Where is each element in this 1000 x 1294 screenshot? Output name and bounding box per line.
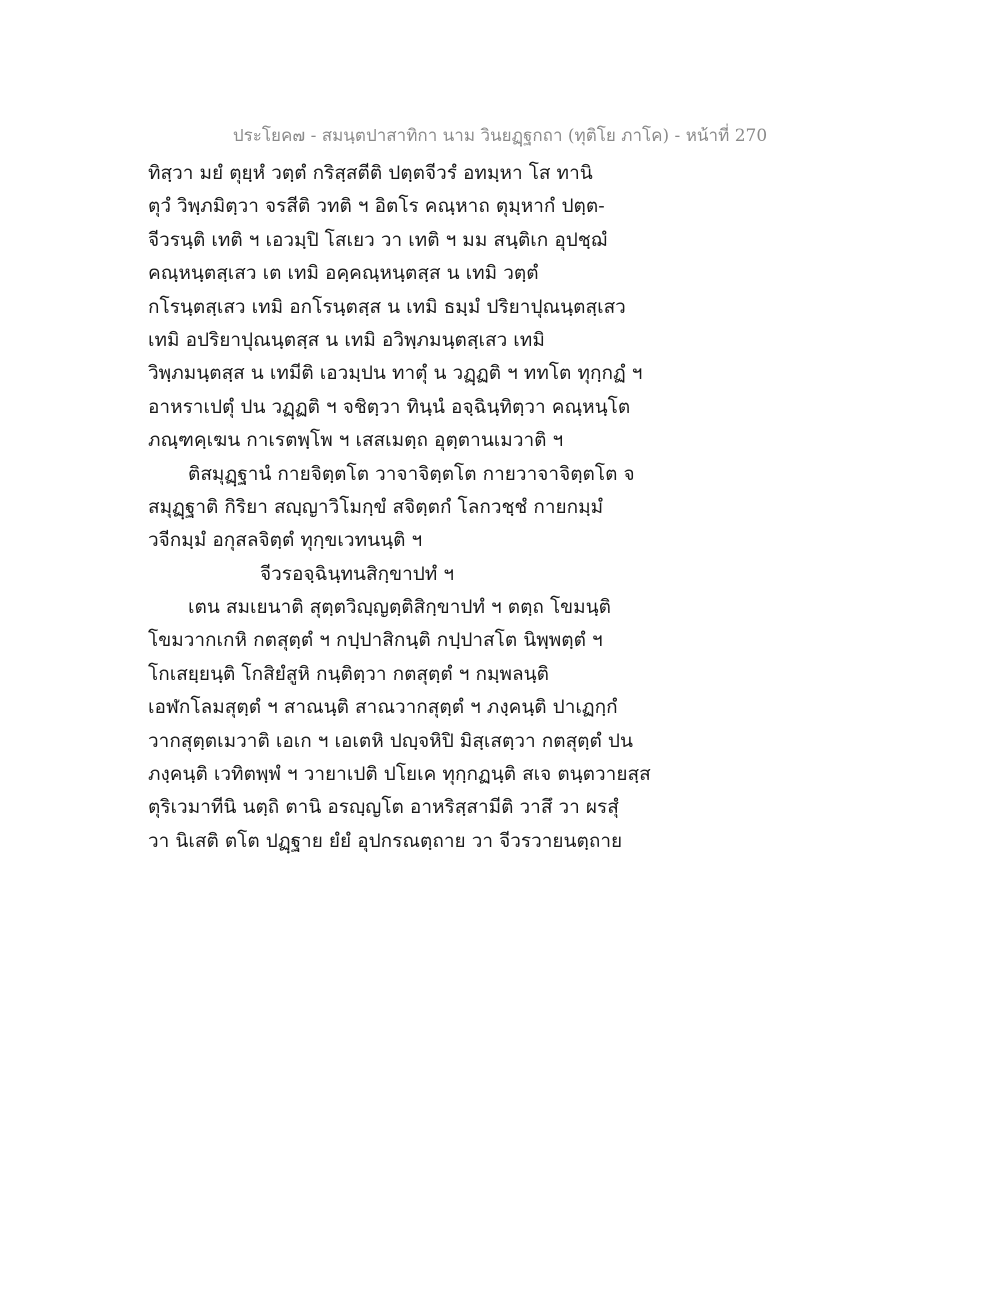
text-line: เอฬกโลมสุตฺตํ ฯ สาณนฺติ สาณวากสุตฺตํ ฯ ภงฺคนฺติ ปาเฏกฺกํ [148,696,618,719]
text-line: โขมวากเกหิ กตสุตฺตํ ฯ กปฺปาสิกนฺติ กปฺปาสโต นิพฺพตฺตํ ฯ [148,629,603,652]
running-header: ประโยค๗ - สมนฺตปาสาทิกา นาม วินยฏฺฐกถา (ทุติโย ภาโค) - หน้าที่ 270 [232,126,768,146]
text-line: กโรนฺตสฺเสว เทมิ อกโรนฺตสฺส น เทมิ ธมฺมํ ปริยาปุณนฺตสฺเสว [148,295,626,318]
text-line: สมุฏฺฐาติ กิริยา สญฺญาวิโมกฺขํ สจิตฺตกํ โลกวชฺชํ กายกมฺมํ [148,495,604,518]
text-line: เทมิ อปริยาปุณนฺตสฺส น เทมิ อวิพฺภมนฺตสฺเสว เทมิ [148,328,545,351]
text-line: จีวรนฺติ เทติ ฯ เอวมฺปิ โสเยว วา เทติ ฯ มม สนฺติเก อุปชฺฌํ [148,228,607,251]
text-line: คณฺหนฺตสฺเสว เต เทมิ อคฺคณฺหนฺตสฺส น เทมิ วตฺตํ [148,262,539,285]
text-line: ทิสฺวา มยํ ตุยฺหํ วตฺตํ กริสฺสตีติ ปตฺตจีวรํ อทมฺหา โส ทานิ [148,162,593,184]
paragraph-start-line: ติสมุฏฺฐานํ กายจิตฺตโต วาจาจิตฺตโต กายวาจาจิตฺตโต จ [188,462,635,485]
text-line: ตุวํ วิพฺภมิตฺวา จรสีติ วทติ ฯ อิตโร คณฺหาถ ตุมฺหากํ ปตฺต- [148,195,605,218]
paragraph-start-line: เตน สมเยนาติ สุตฺตวิญฺญตฺติสิกฺขาปทํ ฯ ตตฺถ โขมนฺติ [188,596,612,619]
text-line: ตุริเวมาทีนิ นตฺถิ ตานิ อรญฺญโต อาหริสฺสามีติ วาสึ วา ผรสุํ [148,796,619,819]
text-line: อาหราเปตุํ ปน วฏฺฏติ ฯ จชิตฺวา ทินฺนํ อจฺฉินฺทิตฺวา คณฺหนฺโต [148,395,631,418]
text-line: วจีกมฺมํ อกุสลจิตฺตํ ทุกฺขเวทนนฺติ ฯ [148,529,423,552]
body-text [148,157,668,858]
text-line: วิพฺภมนฺตสฺส น เทมีติ เอวมฺปน ทาตุํ น วฏฺฏติ ฯ ททโต ทุกฺกฏํ ฯ [148,362,643,385]
text-line: โกเสยฺยนฺติ โกสิยํสูหิ กนฺติตฺวา กตสุตฺตํ ฯ กมฺพลนฺติ [148,662,549,685]
section-title: จีวรอจฺฉินฺทนสิกฺขาปทํ ฯ [260,562,455,585]
text-line: ภงฺคนฺติ เวทิตพฺพํ ฯ วายาเปติ ปโยเค ทุกฺกฏนฺติ สเจ ตนฺตวายสฺส [148,763,651,786]
text-line: วากสุตฺตเมวาติ เอเก ฯ เอเตหิ ปญฺจหิปิ มิสฺเสตฺวา กตสุตฺตํ ปน [148,729,633,752]
text-line: วา นิเสติ ตโต ปฏฺฐาย ยํยํ อุปกรณตฺถาย วา จีวรวายนตฺถาย [148,829,623,852]
text-line: ภณฺฑคฺเฆน กาเรตพฺโพ ฯ เสสเมตฺถ อุตฺตานเมวาติ ฯ [148,429,564,452]
